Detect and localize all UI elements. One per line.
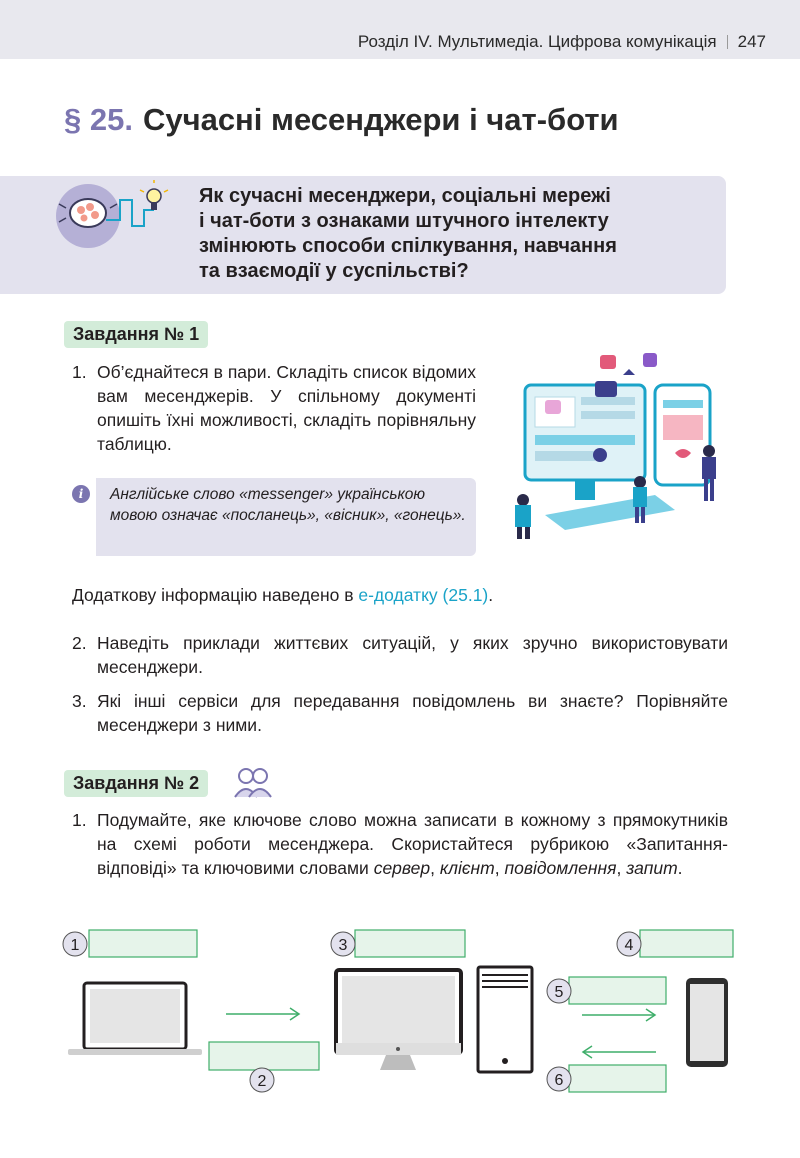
keyword-separator: , xyxy=(494,858,505,878)
label-circle-3 xyxy=(331,932,355,956)
list-number: 2. xyxy=(72,633,87,653)
list-text: Об’єднайтеся в пари. Складіть список відомих вам месенджерів. У спільному документі опишіть їхні можливості, складіть порівняльну таблицю. xyxy=(97,362,476,454)
laptop-icon xyxy=(68,983,202,1055)
blank-box-5 xyxy=(569,977,666,1004)
label-circle-1 xyxy=(63,932,87,956)
label-6: 6 xyxy=(554,1072,564,1089)
blank-box-1 xyxy=(89,930,197,957)
keyword-client: клієнт xyxy=(439,858,495,878)
task-text: Подумайте, яке ключове слово можна записати в кожному з прямокутників на схемі роботи месенджера. Скористайтеся рубрикою «Запитання-відповіді» та ключовими словами xyxy=(97,810,728,878)
arrow-left-icon xyxy=(583,1046,656,1058)
info-icon: i xyxy=(72,485,90,503)
list-text: Які інші сервіси для передавання повідомлень ви знаєте? Порівняйте месенджери з ними. xyxy=(97,691,728,735)
arrow-right-icon xyxy=(226,1008,299,1020)
page-number: 247 xyxy=(737,32,766,51)
keyword-message: повідомлення xyxy=(504,858,617,878)
task-1-item-2 xyxy=(72,631,728,679)
keyword-separator: , xyxy=(616,858,627,878)
list-number: 1. xyxy=(72,810,87,830)
monitor-icon xyxy=(336,970,461,1070)
blank-box-2 xyxy=(209,1042,319,1070)
smartphone-icon xyxy=(686,978,728,1067)
task-1-item-1 xyxy=(72,360,476,456)
question-line: змінюють способи спілкування, навчання xyxy=(199,235,617,257)
section-heading xyxy=(64,102,619,138)
blank-box-3 xyxy=(355,930,465,957)
label-2: 2 xyxy=(257,1073,267,1090)
extra-info-text: Додаткову інформацію наведено в xyxy=(72,585,359,605)
task-2-item-1 xyxy=(72,808,728,880)
server-tower-icon xyxy=(478,967,532,1072)
extra-info-line xyxy=(72,585,493,606)
keyword-request: запит xyxy=(626,858,678,878)
label-circle-4 xyxy=(617,932,641,956)
label-circle-6 xyxy=(547,1067,571,1091)
label-4: 4 xyxy=(624,937,634,954)
task-1-badge: Завдання № 1 xyxy=(64,321,208,348)
header-divider xyxy=(727,35,728,49)
blank-box-4 xyxy=(640,930,733,957)
list-number: 1. xyxy=(72,362,87,382)
list-number: 3. xyxy=(72,691,87,711)
messenger-illustration xyxy=(505,345,730,540)
question-line: та взаємодії у суспільстві? xyxy=(199,260,469,282)
keyword-server: сервер xyxy=(373,858,431,878)
sentence-end: . xyxy=(677,858,683,878)
messenger-scheme xyxy=(60,925,740,1100)
section-title: Сучасні месенджери і чат-боти xyxy=(142,102,619,137)
label-circle-2 xyxy=(250,1068,274,1092)
task-2-badge: Завдання № 2 xyxy=(64,770,208,797)
running-header xyxy=(358,32,766,52)
list-text xyxy=(97,808,728,880)
label-5: 5 xyxy=(554,984,564,1001)
list-text: Наведіть приклади життєвих ситуацій, у яких зручно використовувати месенджери. xyxy=(97,633,728,677)
section-number: § 25. xyxy=(64,102,133,137)
label-1: 1 xyxy=(70,937,80,954)
label-circle-5 xyxy=(547,979,571,1003)
extra-info-end: . xyxy=(488,585,494,605)
pair-work-icon xyxy=(232,765,274,801)
keyword-separator: , xyxy=(430,858,440,878)
key-question xyxy=(199,184,719,284)
note-text: Англійське слово «messenger» українською мовою означає «посланець», «вісник», «гонець». xyxy=(110,486,466,524)
arrow-right-icon xyxy=(582,1009,655,1021)
brain-lightbulb-icon xyxy=(54,180,174,250)
chapter-title: Розділ IV. Мультимедіа. Цифрова комунікація xyxy=(357,32,717,51)
task-1-item-3 xyxy=(72,689,728,737)
blank-box-6 xyxy=(569,1065,666,1092)
label-3: 3 xyxy=(338,937,348,954)
question-line: і чат-боти з ознаками штучного інтелекту xyxy=(199,210,609,232)
question-line: Як сучасні месенджери, соціальні мережі xyxy=(199,185,611,207)
e-supplement-link[interactable]: е-додатку (25.1) xyxy=(358,585,489,605)
